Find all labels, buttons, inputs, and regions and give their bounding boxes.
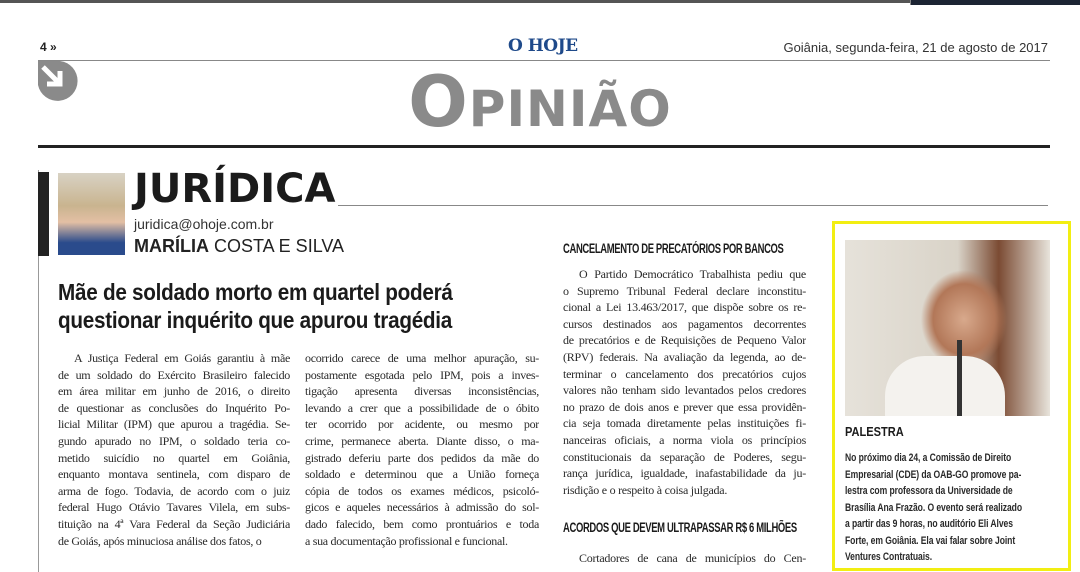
- page-number: 4 »: [40, 40, 57, 54]
- columnist-name: [134, 236, 344, 257]
- columnist-photo: [58, 173, 125, 255]
- article-body-col1: [58, 350, 290, 549]
- text-line: licial Militar (IPM) que apurou a tragédia. Se-: [58, 417, 290, 432]
- text-line: de questionar as conclusões do Inquérito Po-: [58, 400, 290, 415]
- section-title-initial: O: [408, 61, 469, 143]
- text-line: de precatórios e de Requisições de Pequeno Valor: [563, 333, 806, 348]
- text-line: federal Hugo Otávio Tavares Vilela, em subs-: [58, 500, 290, 515]
- text-line: levando a crer que a possibilidade de o óbito: [305, 400, 539, 415]
- text-line: arma de fogo. Todavia, de acordo com o juiz: [58, 483, 290, 498]
- text-line: no prazo de dois anos e prever que essa providên-: [563, 399, 806, 414]
- text-line: gistrado deferiu parte dos pedidos da mãe do: [305, 450, 539, 465]
- article-headline: Mãe de soldado morto em quartel poderá questionar inquérito que apurou tragédia: [58, 279, 453, 333]
- text-line: lestra com professora da Universidade de: [845, 485, 1013, 497]
- text-line: terminar o cancelamento dos precatórios cujos: [563, 366, 806, 381]
- text-line: valores não tenham sido levantados pelos credores: [563, 383, 806, 398]
- text-line: em área militar em junho de 2016, o direito: [58, 384, 290, 399]
- text-line: tituição na 4ª Vara Federal da Seção Judiciária: [58, 516, 290, 531]
- section-title: [0, 62, 1080, 149]
- speaker-photo: [845, 240, 1050, 416]
- article-body-col2: [305, 350, 539, 549]
- text-line: gundo apurado no IPM, o soldado teria co-: [58, 433, 290, 448]
- text-line: dado falecido, bem como prontuários e toda: [305, 516, 539, 531]
- column-email[interactable]: juridica@ohoje.com.br: [134, 216, 274, 232]
- text-line: A Justiça Federal em Goiás garantiu à mãe: [74, 351, 290, 365]
- edition-date: Goiânia, segunda-feira, 21 de agosto de 2017: [783, 40, 1048, 55]
- column-marker-bar: [38, 172, 49, 256]
- text-line: cópia de todos os exames médicos, psicoló-: [305, 483, 539, 498]
- text-line: Cortadores de cana de municípios do Cen-: [579, 551, 806, 565]
- text-line: metido suicídio no quartel em Goiânia,: [58, 450, 290, 465]
- text-line: cia seja tomada diretamente pelas instituições fi-: [563, 416, 806, 431]
- text-line: a partir das 9 horas, no auditório Eli Alves: [845, 518, 1013, 530]
- text-line: postamente esgotada pelo IPM, pois a inves-: [305, 367, 539, 382]
- section-rule: [38, 145, 1050, 148]
- text-line: soldado e determinou que a União forneça: [305, 467, 539, 482]
- text-line: ter ocorrido por acidente, ou mesmo por: [305, 417, 539, 432]
- text-line: gicos e aqueles necessários à admissão do sol-: [305, 500, 539, 515]
- section-title-rest: PINIÃO: [468, 80, 672, 138]
- window-corner-panel: [910, 0, 1080, 5]
- text-line: tigação apresenta diversas inconsistências,: [305, 384, 539, 399]
- text-line: Forte, em Goiânia. Ela vai falar sobre Joint: [845, 534, 1016, 547]
- column-title: JURÍDICA: [134, 166, 336, 212]
- column-title-rule: [338, 205, 1048, 206]
- header-rule: [38, 60, 1050, 61]
- text-line: Brasília Ana Frazão. O evento será realizado: [845, 501, 1022, 514]
- text-line: de um soldado do Exército Brasileiro falecido: [58, 367, 290, 382]
- sidebar-heading: PALESTRA: [845, 424, 904, 439]
- text-line: No próximo dia 24, a Comissão de Direito: [845, 452, 1012, 464]
- text-line: o Supremo Tribunal Federal declare inconstitu-: [563, 283, 806, 298]
- text-line: nanceiras oficiais, a norma viola os princípios: [563, 432, 806, 447]
- text-line: constitucionais da separação de Poderes, segu-: [563, 449, 806, 464]
- text-line: (RPV) federais. Na avaliação da legenda, ao de-: [563, 349, 806, 364]
- brief-heading: CANCELAMENTO DE PRECATÓRIOS POR BANCOS: [563, 241, 784, 256]
- text-line: O Partido Democrático Trabalhista pediu que: [579, 267, 806, 281]
- text-line: crime, permanece aberta. Diante disso, o ma-: [305, 433, 539, 448]
- text-line: a sua documentação profissional e funcional.: [305, 533, 508, 548]
- text-line: risdição e o respeito à coisa julgada.: [563, 482, 728, 497]
- brief-body: [563, 550, 806, 567]
- author-first-name: MARÍLIA: [134, 236, 209, 256]
- text-line: ocorrido carece de uma melhor apuração, su-: [305, 351, 539, 365]
- text-line: cursos destinados aos pagamentos decorrentes: [563, 316, 806, 331]
- text-line: de Goiás, após minuciosa análise dos fatos, o: [58, 533, 262, 548]
- text-line: rança jurídica, igualdade, inafastabilidade da ju-: [563, 466, 806, 481]
- brief-heading: ACORDOS QUE DEVEM ULTRAPASSAR R$ 6 MILHÕES: [563, 520, 797, 535]
- microphone: [957, 340, 962, 416]
- text-line: enquanto montava sentinela, com disparo de: [58, 467, 290, 482]
- text-line: Empresarial (CDE) da OAB-GO promove pa-: [845, 468, 1022, 481]
- text-line: cional a Lei 13.463/2017, que dispõe sobre os re-: [563, 300, 806, 315]
- text-line: Ventures Contratuais.: [845, 551, 933, 563]
- brief-body: [563, 266, 806, 498]
- author-last-name: COSTA E SILVA: [209, 236, 345, 256]
- newspaper-logo: O HOJE: [508, 36, 578, 56]
- sidebar-body: [845, 450, 1056, 566]
